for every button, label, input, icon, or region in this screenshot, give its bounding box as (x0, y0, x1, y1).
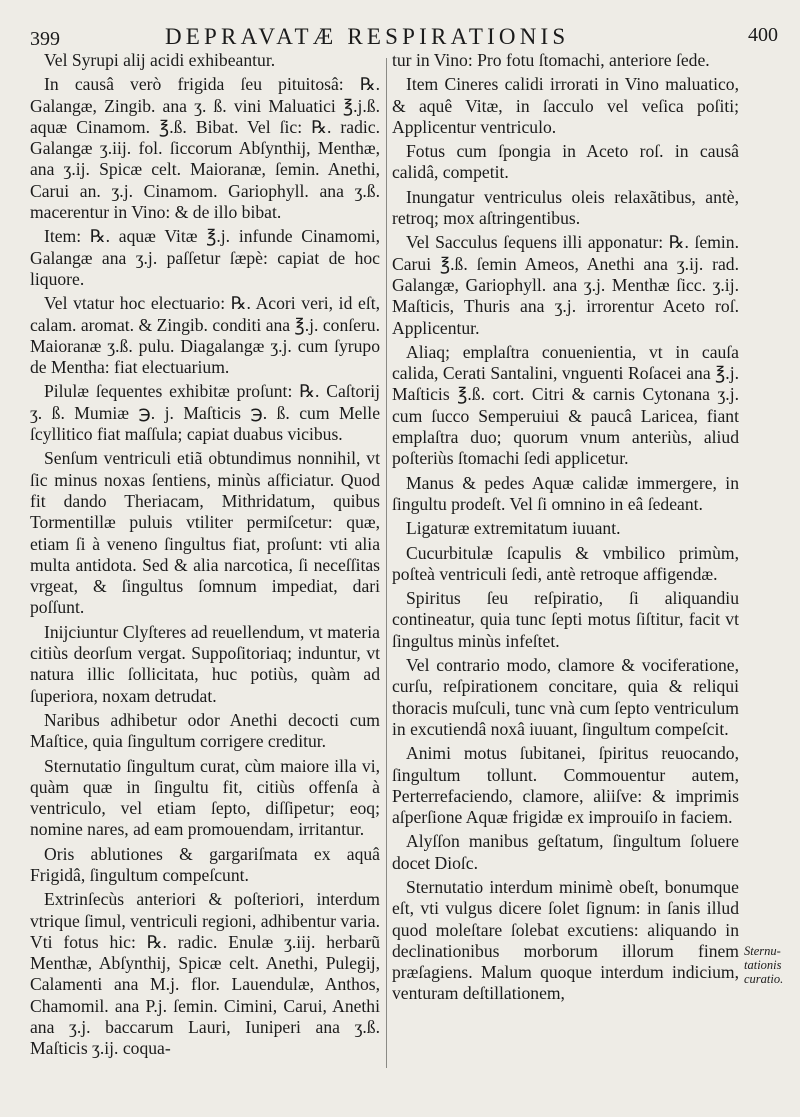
column-divider (386, 58, 387, 1068)
paragraph: Naribus adhibetur odor Anethi decocti cum Maſtice, quia ſingultum corrigere creditur. (30, 709, 380, 752)
marginal-note-line: curatio. (744, 972, 784, 986)
marginal-note-line: Sternu- (744, 944, 781, 958)
paragraph: Cucurbitulæ ſcapulis & vmbilico primùm, poſteà ventriculi ſedi, antè retroque affigendæ. (392, 542, 739, 584)
paragraph: tur in Vino: Pro fotu ſtomachi, anteriore ſede. (392, 50, 710, 70)
paragraph: Inungatur ventriculus oleis relaxãtibus, antè, retroq; mox aſtringentibus. (392, 186, 739, 229)
page-header (30, 22, 778, 52)
paragraph: Item: ℞. aquæ Vitæ ℥.j. infunde Cinamomi, Galangæ ana ʒ.j. paſſetur ſæpè: capiat de hoc liquore. (30, 226, 380, 289)
paragraph: Aliaq; emplaſtra conuenientia, vt in cauſa calida, Cerati Santalini, vnguenti Roſacei ana ℥.j. Maſticis ℥.ß. cort. Citri & carnis Cytonana ʒ.j. cum ſucco Semperuiui & paucâ Laricea, fiant emplaſtra duo; quorum vnum anteriùs, aliud poſteriùs ſtomachi ſedi applicetur. (392, 341, 739, 469)
paragraph: Extrinſecùs anteriori & poſteriori, interdum vtrique ſimul, ventriculi regioni, adhibentur varia. Vti fotus hic: ℞. radic. Enulæ ʒ.iij. herbarũ Menthæ, Abſynthij, Spicæ celt. Anethi, Pulegij, Calamenti ana M.j. flor. Lauendulæ, Anthos, Chamomil. ana P.j. ſemin. Cimini, Carui, Anethi ana ʒ.j. baccarum Lauri, Iuniperi ana ʒ.ß. Maſticis ʒ.ij. coqua- (30, 889, 380, 1059)
paragraph: Vel vtatur hoc electuario: ℞. Acori veri, id eſt, calam. aromat. & Zingib. conditi ana ℥.j. conſeru. Maioranæ ʒ.ß. pulu. Diagalangæ ʒ.j. cum ſyrupo de Mentha: fiat electuarium. (30, 293, 380, 378)
paragraph: In causâ verò frigida ſeu pituitosâ: ℞. Galangæ, Zingib. ana ʒ. ß. vini Maluatici ℥.j.ß. aquæ Cinamom. ℥.ß. Bibat. Vel ſic: ℞. radic. Galangæ ʒ.iij. fol. ſiccorum Abſynthij, Menthæ, ana ʒ.ij. Spicæ celt. Maioranæ, ſemin. Anethi, Carui an. ʒ.j. Cinamom. Gariophyll. ana ʒ.ß. macerentur in Vino: & de illo bibat. (30, 74, 380, 223)
marginal-note (744, 944, 800, 986)
page-number-left: 399 (30, 28, 60, 50)
paragraph: Oris ablutiones & gargariſmata ex aquâ Frigidâ, ſingultum compeſcunt. (30, 843, 380, 885)
paragraph: Fotus cum ſpongia in Aceto roſ. in causâ calidâ, competit. (392, 141, 739, 183)
paragraph: Vel Syrupi alij acidi exhibeantur. (44, 50, 276, 70)
paragraph: Spiritus ſeu reſpiratio, ſi aliquandiu contineatur, quia tunc ſepti motus ſiſtitur, facit vt ſingultus minùs infeſtet. (392, 588, 739, 651)
paragraph: Alyſſon manibus geſtatum, ſingultum ſoluere docet Dioſc. (392, 831, 739, 873)
marginal-note-line: tationis (744, 958, 782, 972)
paragraph: Item Cineres calidi irrorati in Vino maluatico, & aquê Vitæ, in ſacculo vel veſica poſiti; Applicentur ventriculo. (392, 74, 739, 137)
paragraph: Inijciuntur Clyſteres ad reuellendum, vt materia citiùs deorſum vergat. Suppoſitoriaq; induntur, vt natura illic ſollicitata, huc potiùs, quàm ad ſuperiora, noxam detrudat. (30, 621, 380, 706)
paragraph: Senſum ventriculi etiã obtundimus nonnihil, vt ſic minus noxas ſentiens, minùs aſficiatur. Quod fit dando Theriacam, Mithridatum, quibus Tormentillæ puluis vtiliter permiſcetur: quæ, etiam ſi à veneno ſingultus fiat, proſunt: vti alia multa antidota. Sed & alia narcotica, ſi neceſſitas vrgeat, & ſingultus ſomnum impediat, dari poſſunt. (30, 448, 380, 618)
page-number-right: 400 (748, 24, 778, 46)
left-column (30, 50, 380, 1110)
paragraph: Sternutatio interdum minimè obeſt, bonumque eſt, vti vulgus dicere ſolet ſignum: in ſanis illud quod moleſtare ſolebat excutiens: aliquando in declinationibus morborum illorum finem præſagiens. Malum quoque interdum indicium, venturam deſtillationem, (392, 876, 739, 1004)
right-column (392, 50, 739, 1110)
paragraph: Animi motus ſubitanei, ſpiritus reuocando, ſingultum tollunt. Commouentur autem, Perterrefaciendo, clamore, aliiſve: & imprimis aſperſione Aquæ frigidæ ex improuiſo in faciem. (392, 743, 739, 828)
paragraph: Vel contrario modo, clamore & vociferatione, curſu, reſpirationem concitare, quia & reliqui thoracis muſculi, tunc vnà cum ſepto ventriculum in excutiendâ noxâ iuuant, ſingultum compeſcit. (392, 655, 739, 739)
paragraph: Sternutatio ſingultum curat, cùm maiore illa vi, quàm quæ in ſingultu fit, citiùs offenſa à ventriculo, vel etiam ſepto, diſſipetur; eoq; nomine nares, ad eam promouendam, irritantur. (30, 755, 380, 840)
paragraph: Ligaturæ extremitatum iuuant. (406, 518, 621, 539)
paragraph: Pilulæ ſequentes exhibitæ proſunt: ℞. Caſtorij ʒ. ß. Mumiæ ℈. j. Maſticis ℈. ß. cum Melle ſcyllitico fiat maſſula; capiat duabus vicibus. (30, 381, 380, 445)
paragraph: Vel Sacculus ſequens illi apponatur: ℞. ſemin. Carui ℥.ß. ſemin Ameos, Anethi ana ʒ.ij. rad. Galangæ, Gariophyll. ana ʒ.j. Menthæ ſicc. ʒ.ij. Maſticis, Thuris ana ʒ.j. irrorentur Aceto roſ. Applicentur. (392, 232, 739, 338)
running-title: DEPRAVATÆ RESPIRATIONIS (165, 24, 570, 49)
paragraph: Manus & pedes Aquæ calidæ immergere, in ſingultu prodeſt. Vel ſi omnino in eâ ſedeant. (392, 472, 739, 514)
